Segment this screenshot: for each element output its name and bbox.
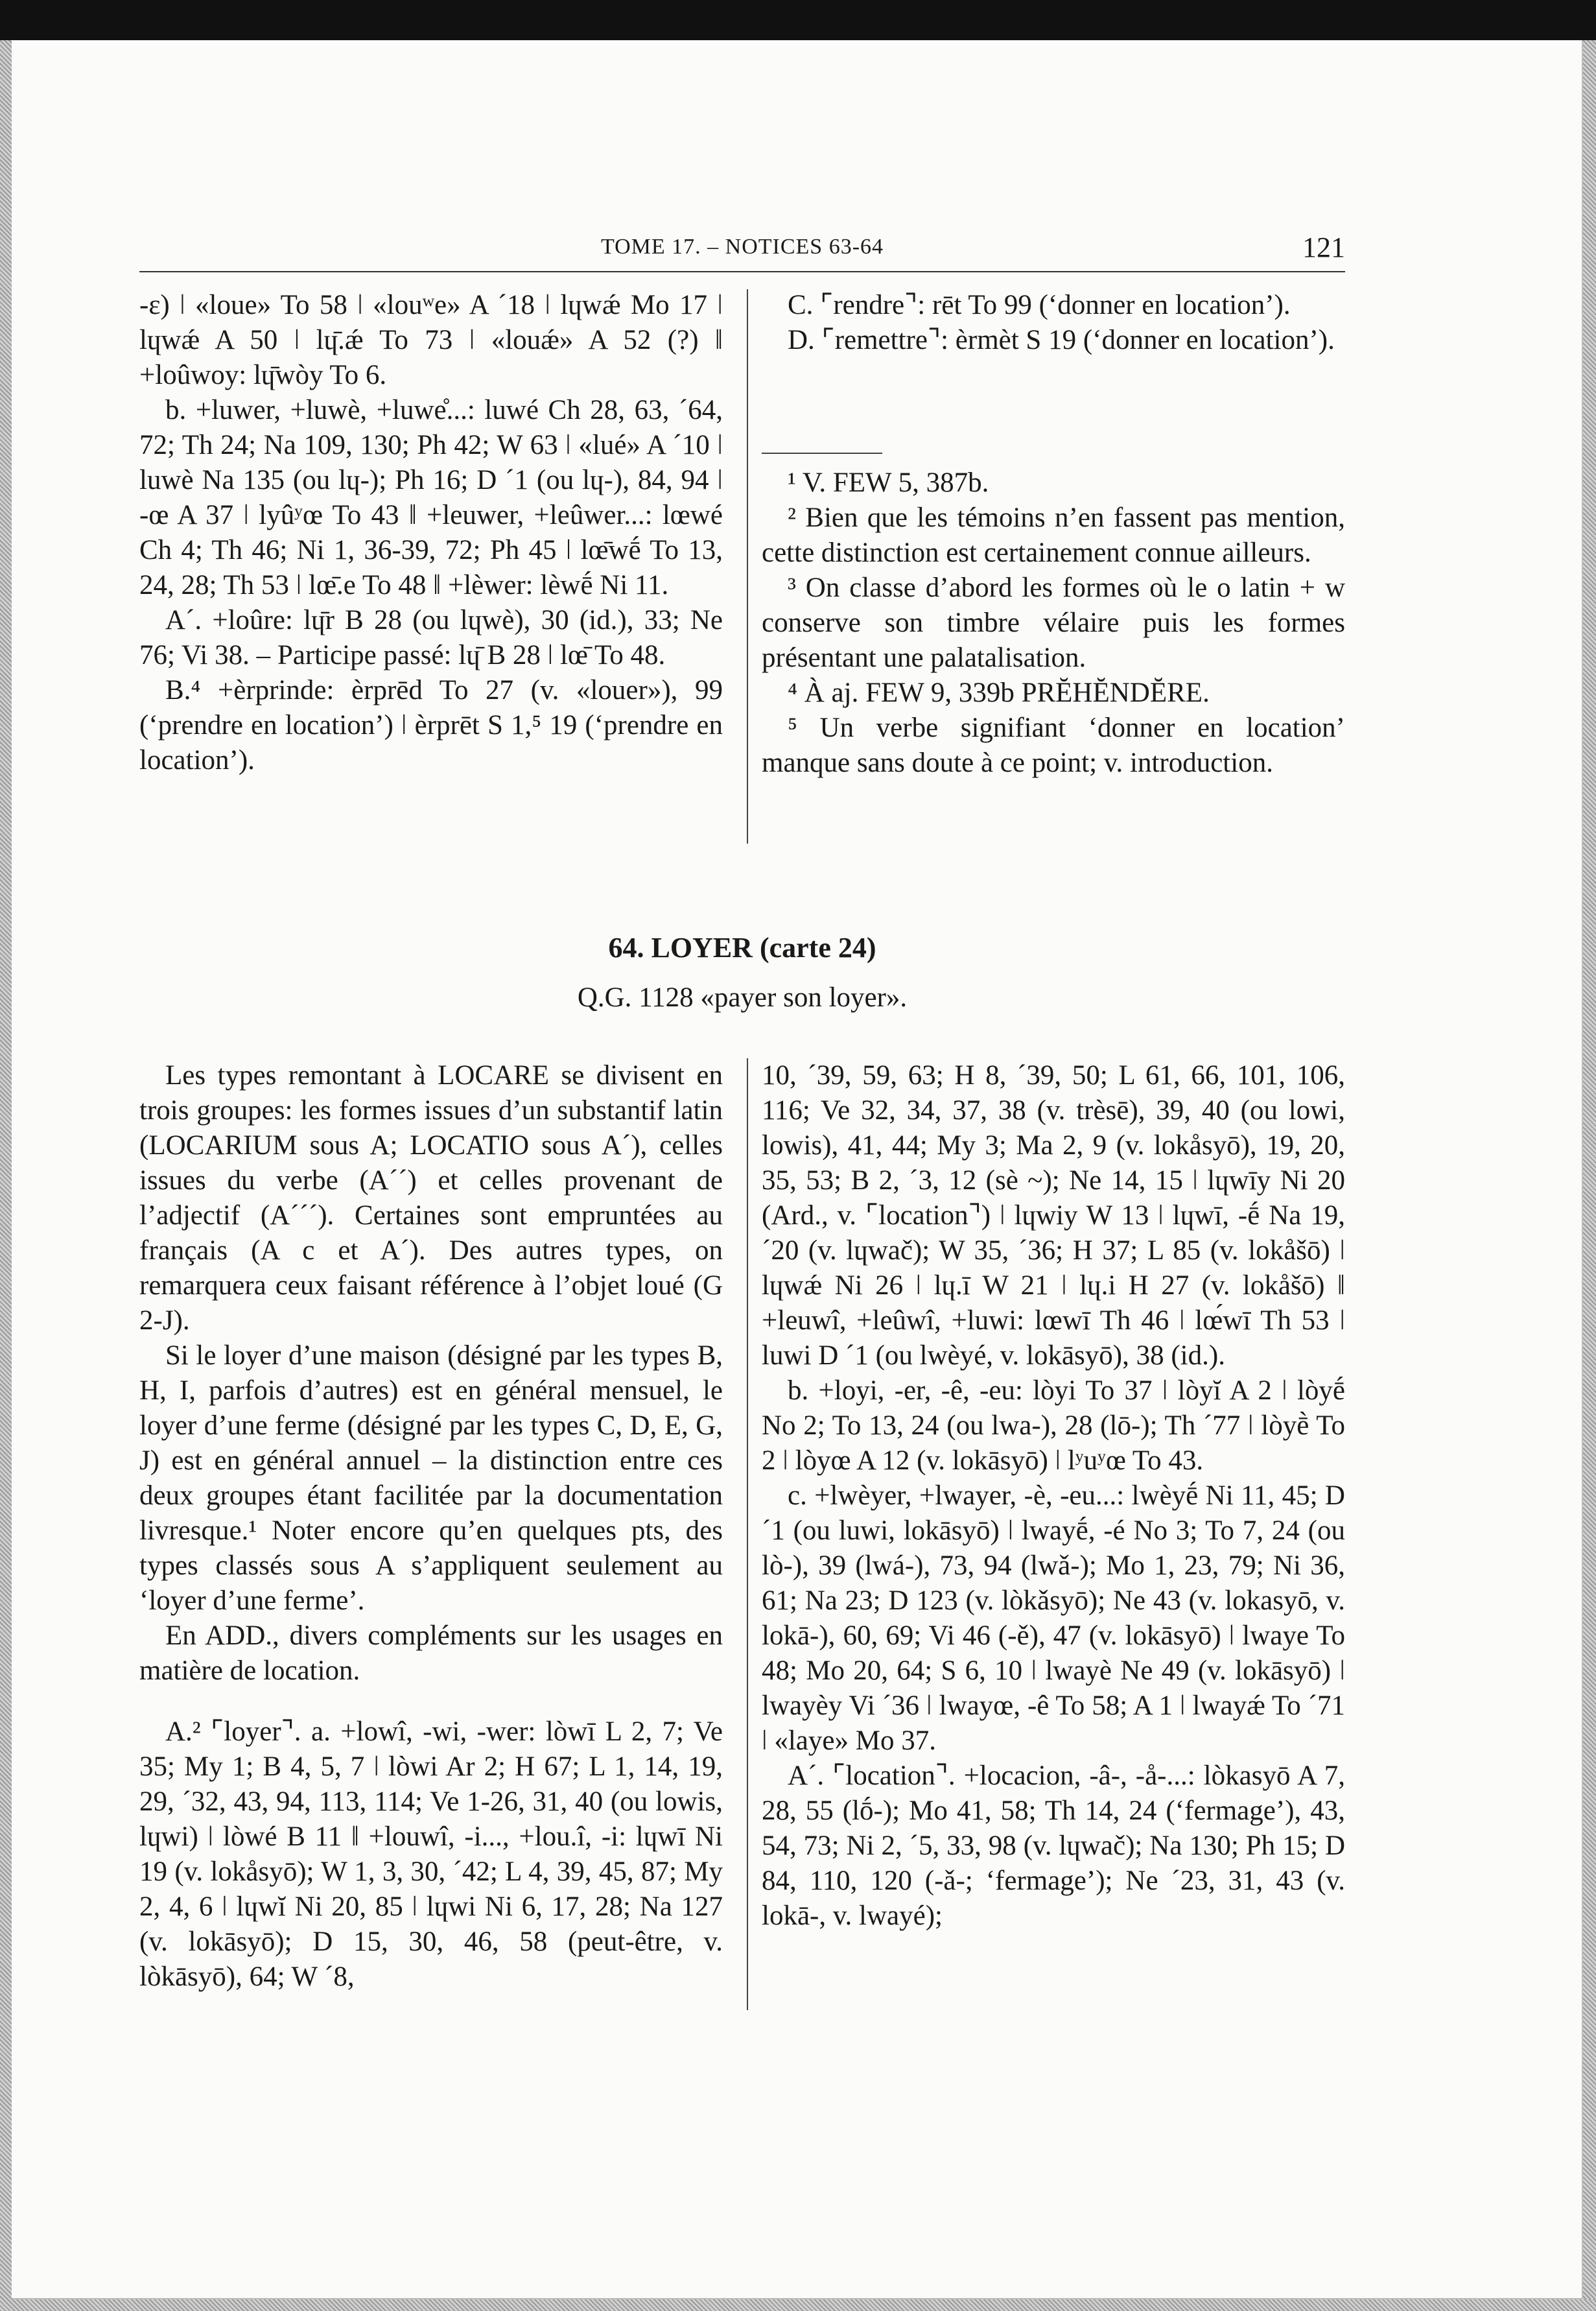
section-title: 64. LOYER (carte 24) [608,932,876,964]
paragraph: En ADD., divers compléments sur les usages en matière de location. [139,1620,723,1686]
paragraph: b. +luwer, +luwè, +luwe̊...: luwé Ch 28, 63, ´64, 72; Th 24; Na 109, 130; Ph 42; W 63 ǀ «lué» A ´10 ǀ luwè Na 135 (ou lɥ-); Ph 16; D ´1 (ou lɥ-), 84, 94 ǀ -œ A 37 ǀ lyûʸœ To 43 ǁ +leuwer, +leûwer...: lœwé Ch 4; Th 46; Ni 1, 36-39, 72; Ph 45 ǀ lœ̄wḗ To 13, 24, 28; Th 53 ǀ lœ̄.e To 48 ǁ +lèwer: lèwḗ Ni 11. [139,395,723,600]
bottom-right-column [762,1058,1345,1934]
running-head-title: TOME 17. – NOTICES 63-64 [600,235,884,259]
paragraph: b. +loyi, -er, -ê, -eu: lòyi To 37 ǀ lòyĭ A 2 ǀ lòyḗ No 2; To 13, 24 (ou lwa-), 28 (lō-); Th ´77 ǀ lòyḕ To 2 ǀ lòyœ A 12 (v. lokāsyō) ǀ lʸuʸœ To 43. [762,1375,1345,1476]
column-divider-top [747,289,748,844]
footnote: ¹ V. FEW 5, 387b. [788,468,989,498]
section-subtitle: Q.G. 1128 «payer son loyer». [577,982,908,1013]
header-rule [139,271,1345,272]
scan-right-edge [1583,40,1596,2311]
bottom-left-column [139,1058,723,1995]
footnote: ⁵ Un verbe signifiant ‘donner en location’ manque sans doute à ce point; v. introduction. [762,713,1345,778]
top-right-column [762,288,1345,358]
paragraph: B.⁴ +èrprinde: èrprēd To 27 (v. «louer»), 99 (‘prendre en location’) ǀ èrprēt S 1,⁵ 19 (‘prendre en location’). [139,675,723,776]
paragraph: A.² ⌜loyer⌝. a. +lowî, -wi, -wer: lòwī L 2, 7; Ve 35; My 1; B 4, 5, 7 ǀ lòwi Ar 2; H 67; L 1, 14, 19, 29, ´32, 43, 94, 113, 114; Ve 1-26, 31, 40 (ou lowis, lɥwi) ǀ lòwé B 11 ǁ +louwî, -i..., +lou.î, -i: lɥwī Ni 19 (v. lokåsyō); W 1, 3, 30, ´42; L 4, 39, 45, 87; My 2, 4, 6 ǀ lɥwĭ Ni 20, 85 ǀ lɥwi Ni 6, 17, 28; Na 127 (v. lokāsyō); D 15, 30, 46, 58 (peut-être, v. lòkāsyō), 64; W ´8, [139,1716,723,1992]
paragraph: -ɛ) ǀ «loue» To 58 ǀ «louʷe» A ´18 ǀ lɥwǽ Mo 17 ǀ lɥwǽ A 50 ǀ lɥ̄.ǽ To 73 ǀ «louǽ» A 52 (?) ǁ +loûwoy: lɥ̄wòy To 6. [139,290,723,390]
scan-bottom-edge [0,2299,1596,2311]
footnote: ⁴ À aj. FEW 9, 339b PRĔHĔNDĔRE. [788,678,1210,708]
scan-left-edge [0,40,12,2311]
scan-top-border [0,0,1596,40]
paragraph: A´. ⌜location⌝. +locacion, -â-, -å-...: lòkasyō A 7, 28, 55 (lṓ-); Mo 41, 58; Th 14, 24 (‘fermage’), 43, 54, 73; Ni 2, ´5, 33, 98 (v. lɥwač); Na 130; Ph 15; D 84, 110, 120 (-ǎ-; ‘fermage’); Ne ´23, 31, 43 (v. lokā-, v. lwayé); [762,1760,1345,1931]
paragraph: D. ⌜remettre⌝: èrmèt S 19 (‘donner en location’). [788,325,1335,355]
paragraph: 10, ´39, 59, 63; H 8, ´39, 50; L 61, 66, 101, 106, 116; Ve 32, 34, 37, 38 (v. trèsē), 39, 40 (ou lowi, lowis), 41, 44; My 3; Ma 2, 9 (v. lokåsyō), 19, 20, 35, 53; B 2, ´3, 12 (sè ~); Ne 14, 15 ǀ lɥwīy Ni 20 (Ard., v. ⌜location⌝) ǀ lɥwiy W 13 ǀ lɥwī, -ḗ Na 19, ´20 (v. lɥwač); W 35, ´36; H 37; L 85 (v. lokåšō) ǀ lɥwǽ Ni 26 ǀ lɥ.ī W 21 ǀ lɥ.i H 27 (v. lokåšō) ǁ +leuwî, +leûwî, +luwi: lœwī Th 46 ǀ lœ́wī Th 53 ǀ luwi D ´1 (ou lwèyé, v. lokāsyō), 38 (id.). [762,1060,1345,1371]
running-head [139,231,1345,270]
footnote: ³ On classe d’abord les formes où le o latin + w conserve son timbre vélaire puis les formes présentant une palatalisation. [762,573,1345,673]
footnotes [762,466,1345,781]
footnote-rule [762,453,882,454]
top-left-column [139,288,723,778]
paragraph: Les types remontant à LOCARE se divisent en trois groupes: les formes issues d’un substantif latin (LOCARIUM sous A; LOCATIO sous A´), celles issues du verbe (A´´) et celles provenant de l’adjectif (A´´´). Certaines sont empruntées au français (A c et A´). Des autres types, on remarquera ceux faisant référence à l’objet loué (G 2-J). [139,1060,723,1336]
paragraph: C. ⌜rendre⌝: rēt To 99 (‘donner en location’). [788,290,1291,320]
footnote: ² Bien que les témoins n’en fassent pas mention, cette distinction est certainement connue ailleurs. [762,503,1345,568]
column-divider-bottom [747,1058,748,2010]
paragraph: c. +lwèyer, +lwayer, -è, -eu...: lwèyḗ Ni 11, 45; D ´1 (ou luwi, lokāsyō) ǀ lwayḗ, -é No 3; To 7, 24 (ou lò-), 39 (lwá-), 73, 94 (lwǎ-); Mo 1, 23, 79; Ni 36, 61; Na 23; D 123 (v. lòkǎsyō); Ne 43 (v. lokasyō, v. lokā-), 60, 69; Vi 46 (-ě), 47 (v. lokāsyō) ǀ lwaye To 48; Mo 20, 64; S 6, 10 ǀ lwayè Ne 49 (v. lokāsyō) ǀ lwayèy Vi ´36 ǀ lwayœ, -ê To 58; A 1 ǀ lwayǽ To ´71 ǀ «laye» Mo 37. [762,1480,1345,1756]
page-number: 121 [1302,231,1345,263]
paragraph: A´. +loûre: lɥ̄r B 28 (ou lɥwè), 30 (id.), 33; Ne 76; Vi 38. – Participe passé: lɥ̄ B 28 ǀ lœ̄ To 48. [139,605,723,670]
paragraph: Si le loyer d’une maison (désigné par les types B, H, I, parfois d’autres) est en général mensuel, le loyer d’une ferme (désigné par les types C, D, E, G, J) est en général annuel – la distinction entre ces deux groupes étant facilitée par la documentation livresque.¹ Noter encore qu’en quelques pts, des types classés sous A s’appliquent seulement au ‘loyer d’une ferme’. [139,1340,723,1616]
